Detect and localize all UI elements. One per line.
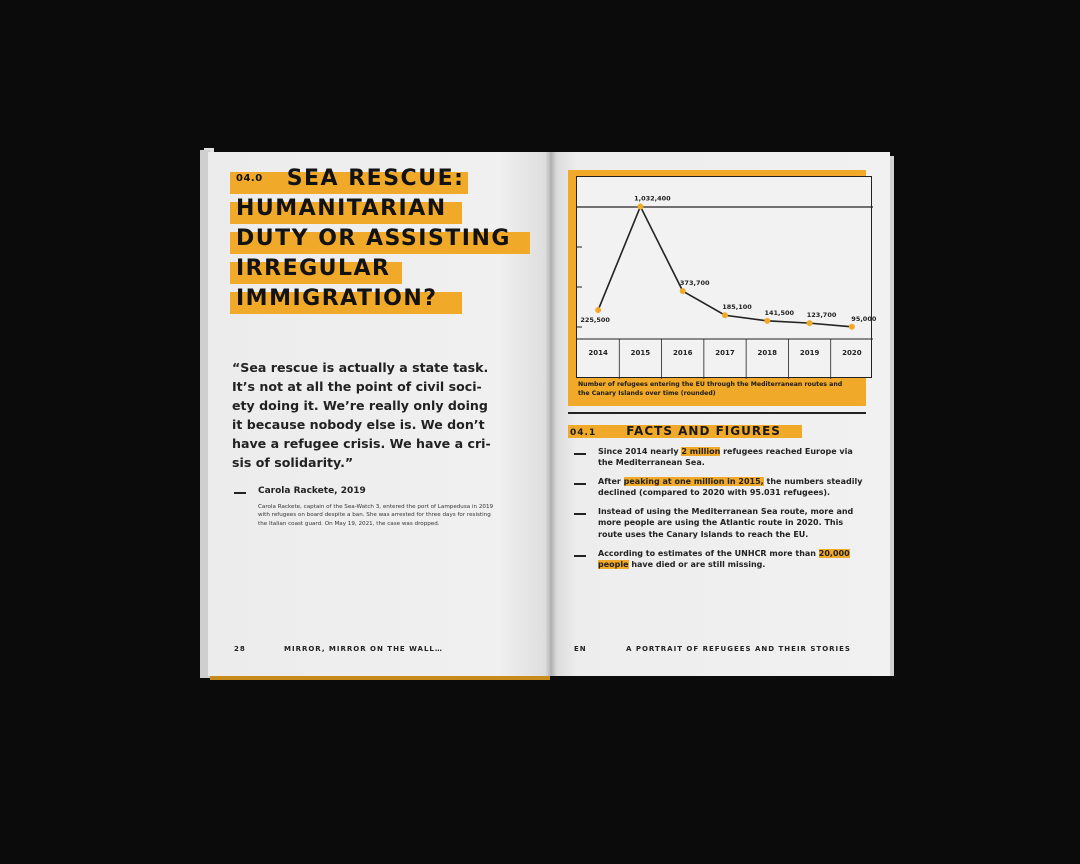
line-chart: [576, 176, 877, 378]
chart-svg: [577, 177, 877, 379]
x-tick-label: 2019: [799, 349, 820, 357]
attribution-bio: Carola Rackete, captain of the Sea-Watch 3, entered the port of Lampedusa in 2019 with refugees on board despite a ban. She was arrested for three days for resisting the Italian coast guard. On May 19, 2021, the case was dropped.: [258, 504, 494, 527]
title-line-1: SEA RESCUE:: [286, 166, 465, 191]
fact-dash: [574, 513, 586, 515]
data-label: 1,032,400: [634, 194, 671, 203]
data-point: [807, 320, 813, 326]
fact-item: Instead of using the Mediterranean Sea route, more and more people are using the Atlantic route in 2020. This route uses the Canary Islands to reach the EU.: [598, 507, 854, 539]
title-line-4: IRREGULAR: [236, 256, 391, 281]
fact-item: According to estimates of the UNHCR more than 20,000 people have died or are still missing.: [598, 549, 850, 570]
fact-dash: [574, 483, 586, 485]
data-point: [637, 204, 643, 210]
data-point: [595, 307, 601, 313]
x-tick-label: 2020: [842, 349, 862, 357]
x-tick-label: 2016: [672, 349, 693, 357]
section-title: [230, 164, 511, 314]
section-number: 04.0: [236, 173, 263, 184]
right-page: [550, 152, 890, 676]
language-code: EN: [574, 645, 587, 653]
fact-item: Since 2014 nearly 2 million refugees reached Europe via the Mediterranean Sea.: [598, 447, 853, 468]
running-title-left: MIRROR, MIRROR ON THE WALL…: [284, 645, 443, 653]
data-label: 185,100: [722, 303, 752, 312]
data-label: 373,700: [679, 279, 710, 288]
cover-edge: [210, 676, 550, 680]
section-rule: [568, 412, 866, 414]
quote-attribution: Carola Rackete, 2019: [258, 486, 366, 496]
data-point: [764, 318, 770, 324]
data-label: 95,000: [851, 314, 877, 323]
x-tick-label: 2018: [757, 349, 778, 357]
facts-title: FACTS AND FIGURES: [626, 424, 781, 438]
chart-caption: Number of refugees entering the EU through the Mediterranean routes and the Canary Islands over time (rounded): [578, 381, 843, 397]
data-point: [722, 312, 728, 318]
book-gutter: [545, 152, 557, 676]
running-title-right: A PORTRAIT OF REFUGEES AND THEIR STORIES: [626, 645, 851, 653]
data-point: [849, 324, 855, 330]
data-label: 225,500: [580, 316, 610, 325]
title-line-2: HUMANITARIAN: [236, 196, 447, 221]
title-line-3: DUTY OR ASSISTING: [236, 226, 511, 251]
data-label: 141,500: [764, 308, 795, 317]
attribution-dash: [234, 492, 246, 494]
fact-item: After peaking at one million in 2015, the numbers steadily declined (compared to 2020 with 95.031 refugees).: [598, 477, 863, 498]
pull-quote: “Sea rescue is actually a state task. It’s not at all the point of civil soci- ety doing it. We’re really only doing it because nobody else is. We don’t have a refugee crisis. We have a cri- sis of solidarity.”: [232, 360, 491, 470]
x-tick-label: 2015: [630, 349, 651, 357]
fact-dash: [574, 555, 586, 557]
data-point: [680, 288, 686, 294]
x-tick-label: 2017: [715, 349, 735, 357]
facts-section-number: 04.1: [570, 428, 597, 438]
x-tick-label: 2014: [588, 349, 608, 357]
facts-heading: [568, 423, 781, 442]
title-line-5: IMMIGRATION?: [236, 286, 438, 311]
fact-dash: [574, 453, 586, 455]
left-page: [208, 152, 550, 676]
data-label: 123,700: [806, 311, 837, 320]
page-number: 28: [234, 645, 246, 653]
